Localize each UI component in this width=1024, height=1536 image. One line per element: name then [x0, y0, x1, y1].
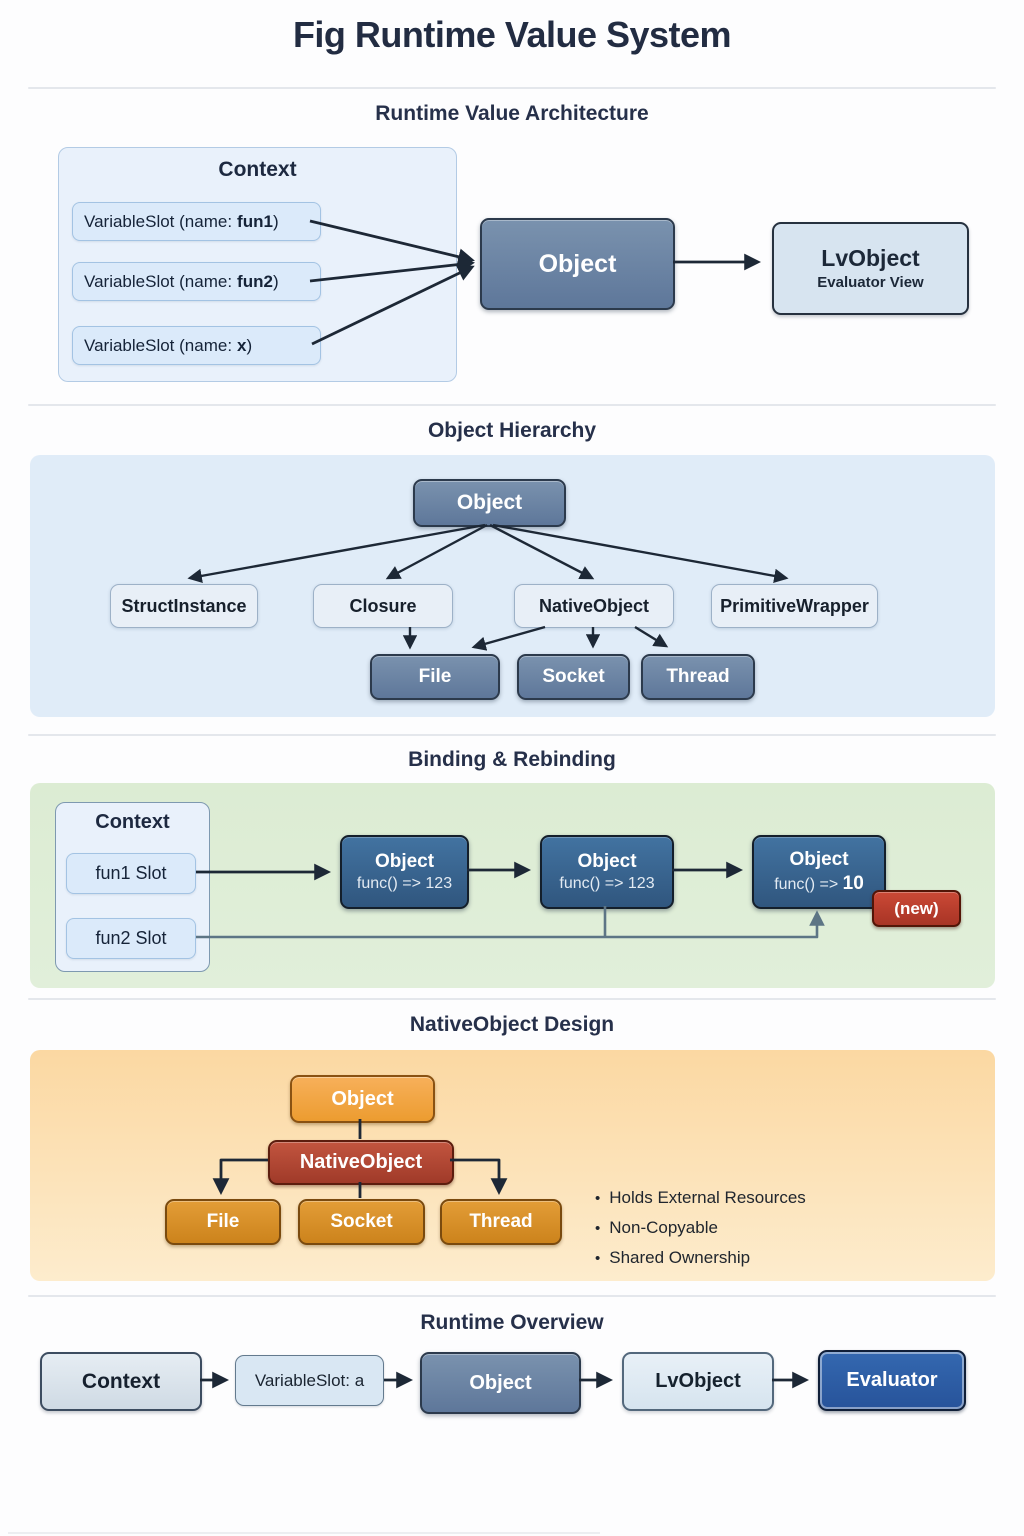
hierarchy-leaf-thread: Thread — [641, 654, 755, 700]
bullet-dot: • — [595, 1190, 601, 1207]
bullet-dot: • — [595, 1220, 601, 1237]
slot-name: x — [237, 335, 247, 355]
lvobject-box — [772, 222, 969, 315]
lvobject-subtitle: Evaluator View — [817, 273, 924, 291]
bullet-item — [595, 1188, 915, 1208]
context-title: Context — [218, 158, 297, 181]
bullet-text: Shared Ownership — [609, 1248, 751, 1267]
section-header-hierarchy: Object Hierarchy — [427, 419, 597, 442]
section-header-native-design: NativeObject Design — [409, 1013, 615, 1036]
overview-lvobject: LvObject — [622, 1352, 774, 1411]
binding-object-sub — [774, 873, 864, 895]
overview-variableslot: VariableSlot: a — [235, 1355, 384, 1406]
divider — [28, 734, 996, 736]
func-value: 123 — [425, 874, 453, 892]
bullet-item — [595, 1218, 915, 1238]
binding-object-sub — [357, 875, 452, 893]
object-box-architecture: Object — [480, 218, 675, 310]
slot-close: ) — [272, 211, 279, 231]
binding-object-title: Object — [789, 849, 849, 871]
hierarchy-child-nativeobject: NativeObject — [514, 584, 674, 628]
bullet-dot: • — [595, 1250, 601, 1267]
func-sig: func() => — [559, 874, 628, 892]
divider — [28, 1295, 996, 1297]
func-value: 123 — [627, 874, 655, 892]
slot-close: ) — [246, 335, 253, 355]
hierarchy-child-structinstance: StructInstance — [110, 584, 258, 628]
variable-slot-fun2 — [72, 262, 321, 301]
bullet-text: Non-Copyable — [609, 1218, 718, 1237]
slot-name: fun1 — [237, 211, 273, 231]
binding-object-1 — [340, 835, 469, 909]
slot-close: ) — [272, 271, 279, 291]
overview-evaluator: Evaluator — [818, 1350, 966, 1411]
divider — [28, 404, 996, 406]
func-sig: func() => — [356, 874, 426, 892]
native-design-bullets — [595, 1188, 915, 1278]
binding-context-title: Context — [95, 811, 170, 833]
lvobject-title: LvObject — [821, 245, 920, 272]
binding-object-sub — [559, 875, 654, 893]
native-design-object: Object — [290, 1075, 435, 1123]
func-sig: func() => — [774, 875, 843, 893]
func-value: 10 — [842, 872, 864, 894]
slot-prefix: VariableSlot (name: — [84, 335, 233, 355]
bullet-text: Holds External Resources — [609, 1188, 806, 1207]
section-header-architecture: Runtime Value Architecture — [375, 102, 649, 125]
page-title: Fig Runtime Value System — [292, 14, 732, 55]
new-badge: (new) — [872, 890, 961, 927]
section-header-overview: Runtime Overview — [420, 1311, 604, 1334]
overview-object: Object — [420, 1352, 581, 1414]
slot-prefix: VariableSlot (name: — [84, 211, 233, 231]
binding-object-title: Object — [374, 851, 435, 873]
binding-object-title: Object — [577, 851, 637, 873]
variable-slot-fun1 — [72, 202, 321, 241]
divider — [28, 87, 996, 89]
slot-prefix: VariableSlot (name: — [84, 271, 233, 291]
native-design-file: File — [165, 1199, 281, 1245]
binding-slot-fun2: fun2 Slot — [66, 918, 196, 959]
native-design-thread: Thread — [440, 1199, 562, 1245]
binding-object-2 — [540, 835, 674, 909]
hierarchy-child-closure: Closure — [313, 584, 453, 628]
binding-object-3 — [752, 835, 886, 909]
native-design-socket: Socket — [298, 1199, 425, 1245]
binding-slot-fun1: fun1 Slot — [66, 853, 196, 894]
hierarchy-leaf-socket: Socket — [517, 654, 630, 700]
variable-slot-x — [72, 326, 321, 365]
section-header-binding: Binding & Rebinding — [408, 748, 616, 771]
overview-context: Context — [40, 1352, 202, 1411]
bullet-item — [595, 1248, 915, 1268]
hierarchy-root-object: Object — [413, 479, 566, 527]
divider — [28, 998, 996, 1000]
slot-name: fun2 — [237, 271, 273, 291]
hierarchy-leaf-file: File — [370, 654, 500, 700]
hierarchy-child-primitivewrapper: PrimitiveWrapper — [711, 584, 878, 628]
native-design-nativeobject: NativeObject — [268, 1140, 454, 1185]
bottom-faint-line — [8, 1532, 600, 1534]
